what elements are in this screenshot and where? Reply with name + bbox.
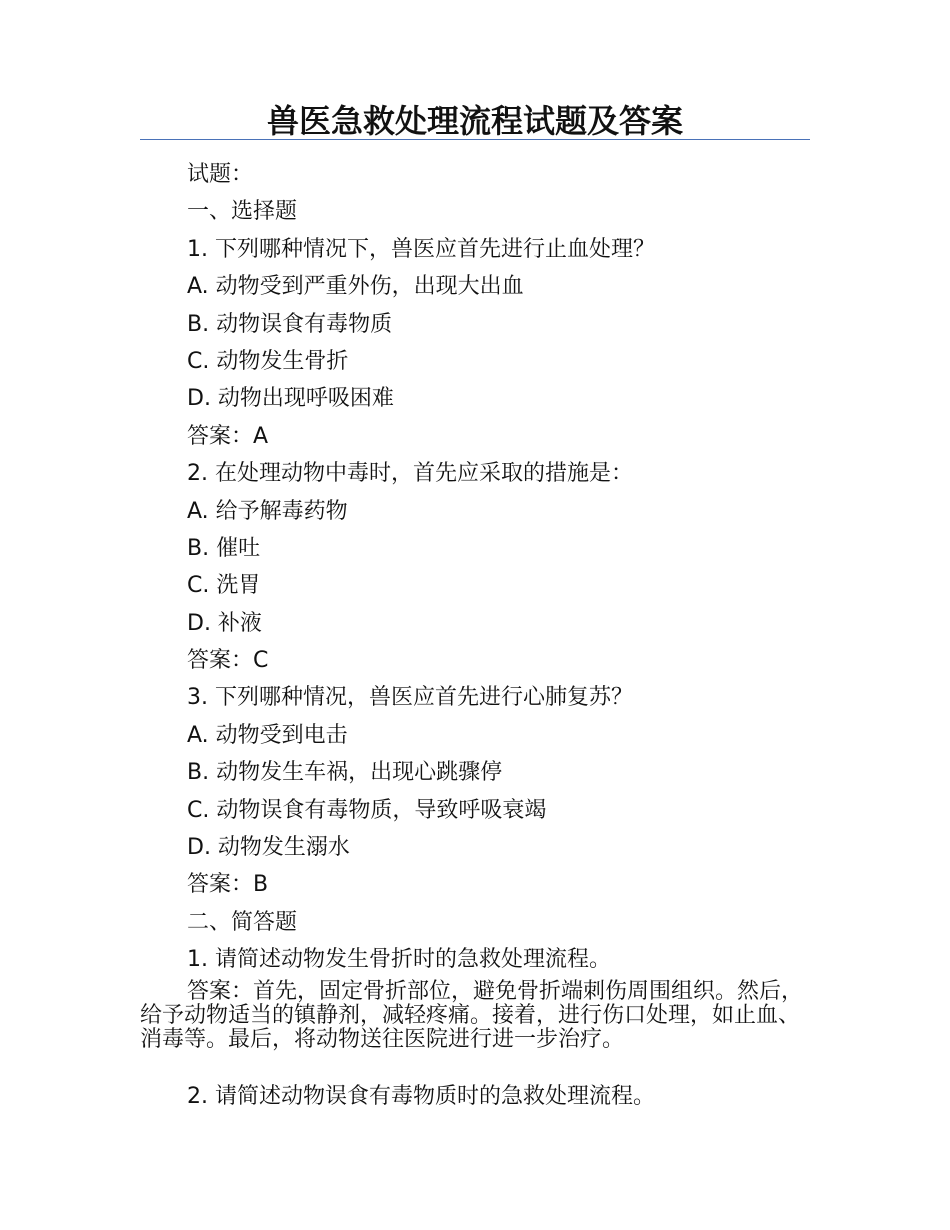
short-answer-1-answer: 答案：首先，固定骨折部位，避免骨折端刺伤周围组织。然后，给予动物适当的镇静剂，减轻疼痛。接着，进行伤口处理，如止血、消毒等。最后，将动物送往医院进行进一步治疗。: [140, 979, 804, 1052]
question-2: 2. 在处理动物中毒时，首先应采取的措施是：: [187, 461, 633, 487]
question-list: [187, 156, 827, 979]
question-1-option-c: C. 动物发生骨折: [187, 348, 349, 374]
question-2-option-a: A. 给予解毒药物: [187, 498, 348, 524]
section-heading-short-answer: 二、简答题: [187, 909, 298, 935]
question-1-option-d: D. 动物出现呼吸困难: [187, 386, 394, 412]
question-2-option-d: D. 补液: [187, 610, 262, 636]
short-answer-question-2: 2. 请简述动物误食有毒物质时的急救处理流程。: [187, 1084, 655, 1109]
question-3-option-d: D. 动物发生溺水: [187, 835, 350, 861]
question-1-option-b: B. 动物误食有毒物质: [187, 311, 393, 337]
question-3-option-b: B. 动物发生车祸，出现心跳骤停: [187, 760, 503, 786]
section-label: 试题：: [187, 162, 254, 187]
document-title: 兽医急救处理流程试题及答案: [266, 102, 683, 140]
question-3: 3. 下列哪种情况，兽医应首先进行心肺复苏？: [187, 685, 633, 711]
section-heading: 一、选择题: [187, 199, 298, 225]
question-2-answer: 答案：C: [187, 648, 269, 674]
question-2-option-b: B. 催吐: [187, 535, 261, 561]
question-2-option-c: C. 洗胃: [187, 573, 261, 599]
question-3-answer: 答案：B: [187, 872, 269, 898]
question-3-option-a: A. 动物受到电击: [187, 722, 348, 748]
short-answer-question-1: 1. 请简述动物发生骨折时的急救处理流程。: [187, 947, 611, 973]
question-1-answer: 答案：A: [187, 423, 269, 449]
question-3-option-c: C. 动物误食有毒物质，导致呼吸衰竭: [187, 797, 547, 823]
question-1: 1. 下列哪种情况下，兽医应首先进行止血处理？: [187, 236, 655, 262]
question-1-option-a: A. 动物受到严重外伤，出现大出血: [187, 274, 524, 300]
title-underline: [140, 139, 810, 140]
